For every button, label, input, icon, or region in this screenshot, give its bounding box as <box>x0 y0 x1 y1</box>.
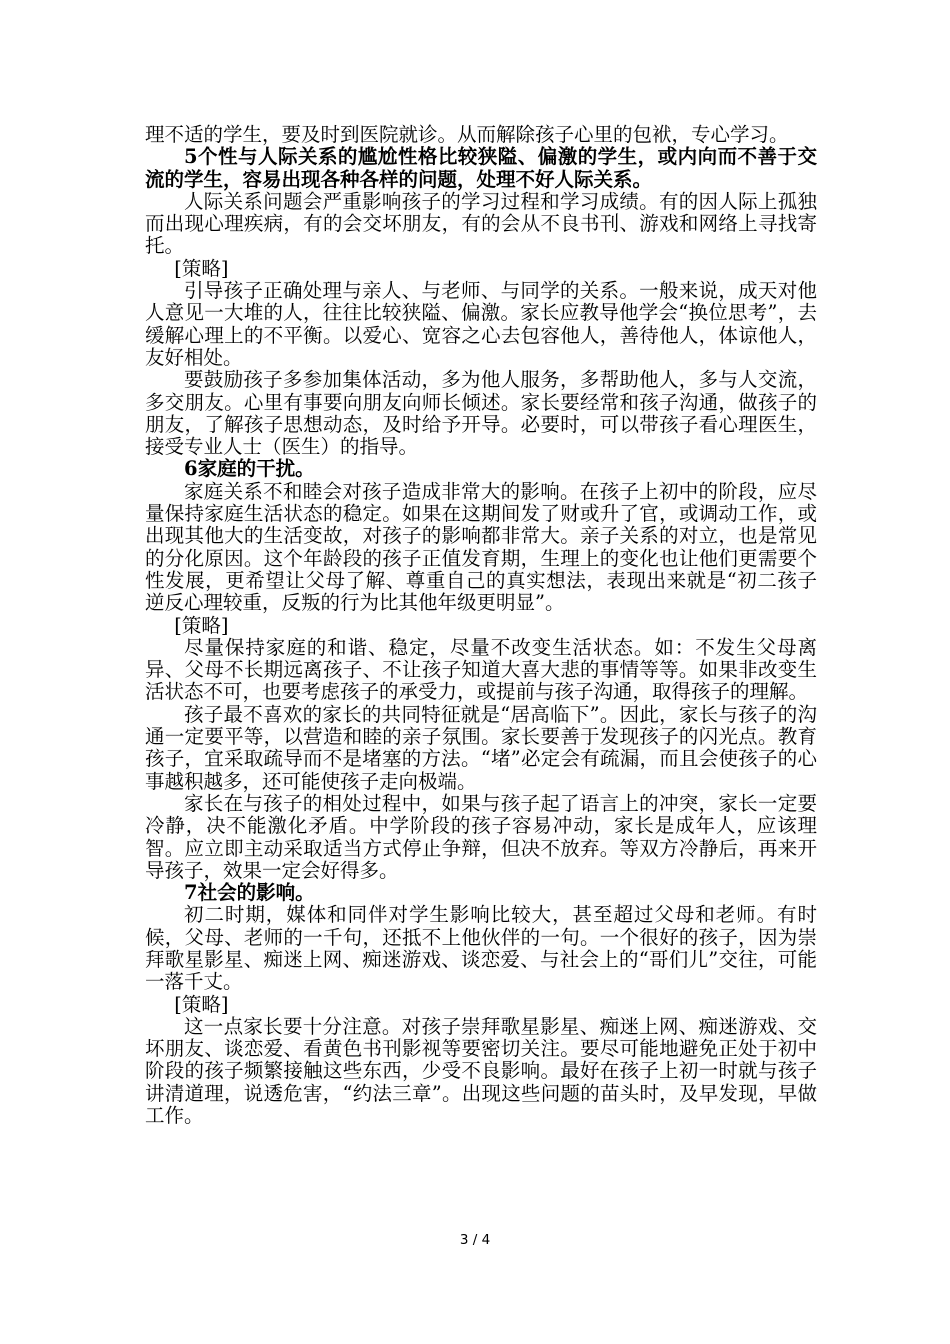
paragraph: 尽量保持家庭的和谐、稳定，尽量不改变生活状态。如：不发生父母离异、父母不长期远离孩子、不让孩子知道大喜大悲的事情等等。如果非改变生活状态不可，也要考虑孩子的承受力，或提前与孩子沟通，取得孩子的理解。 <box>145 635 817 704</box>
paragraph: 初二时期，媒体和同伴对学生影响比较大，甚至超过父母和老师。有时候，父母、老师的一千句，还抵不上他伙伴的一句。一个很好的孩子，因为崇拜歌星影星、痴迷上网、痴迷游戏、谈恋爱、与社会上的“哥们儿”交往，可能一落千丈。 <box>145 903 817 994</box>
page-number: 3 / 4 <box>459 1232 491 1248</box>
document-body <box>145 124 817 1127</box>
strategy-label: [策略] <box>174 256 229 280</box>
section-heading: 7社会的影响。 <box>184 881 315 905</box>
paragraph: 孩子最不喜欢的家长的共同特征就是“居高临下”。因此，家长与孩子的沟通一定要平等，以营造和睦的亲子氛围。家长要善于发现孩子的闪光点。教育孩子，宜采取疏导而不是堵塞的方法。“堵”必定会有疏漏，而且会使孩子的心事越积越多，还可能使孩子走向极端。 <box>145 702 817 793</box>
paragraph: 这一点家长要十分注意。对孩子崇拜歌星影星、痴迷上网、痴迷游戏、交坏朋友、谈恋爱、看黄色书刊影视等要密切关注。要尽可能地避免正处于初中阶段的孩子频繁接触这些东西，少受不良影响。最好在孩子上初一时就与孩子讲清道理，说透危害，“约法三章”。出现这些问题的苗头时，及早发现，早做工作。 <box>145 1014 817 1128</box>
strategy-label: [策略] <box>174 613 229 637</box>
paragraph: 人际关系问题会严重影响孩子的学习过程和学习成绩。有的因人际上孤独而出现心理疾病，有的会交坏朋友，有的会从不良书刊、游戏和网络上寻找寄托。 <box>145 189 817 258</box>
section-heading: 5个性与人际关系的尴尬性格比较狭隘、偏激的学生，或内向而不善于交流的学生，容易出现各种各样的问题，处理不好人际关系。 <box>145 145 817 191</box>
paragraph: 家长在与孩子的相处过程中，如果与孩子起了语言上的冲突，家长一定要冷静，决不能激化矛盾。中学阶段的孩子容易冲动，家长是成年人，应该理智。应立即主动采取适当方式停止争辩，但决不放弃。等双方冷静后，再来开导孩子，效果一定会好得多。 <box>145 791 817 882</box>
paragraph: 引导孩子正确处理与亲人、与老师、与同学的关系。一般来说，成天对他人意见一大堆的人，往往比较狭隘、偏激。家长应教导他学会“换位思考”，去缓解心理上的不平衡。以爱心、宽容之心去包容他人，善待他人，体谅他人，友好相处。 <box>145 279 817 369</box>
section-heading: 6家庭的干扰。 <box>184 457 315 481</box>
paragraph: 理不适的学生，要及时到医院就诊。从而解除孩子心里的包袱，专心学习。 <box>145 123 789 146</box>
strategy-label: [策略] <box>174 992 229 1016</box>
paragraph: 家庭关系不和睦会对孩子造成非常大的影响。在孩子上初中的阶段，应尽量保持家庭生活状态的稳定。如果在这期间发了财或升了官，或调动工作，或出现其他大的生活变故，对孩子的影响都非常大。亲子关系的对立，也是常见的分化原因。这个年龄段的孩子正值发育期，生理上的变化也让他们更需要个性发展，更希望让父母了解、尊重自己的真实想法，表现出来就是“初二孩子逆反心理较重，反叛的行为比其他年级更明显”。 <box>145 479 817 615</box>
paragraph: 要鼓励孩子多参加集体活动，多为他人服务，多帮助他人，多与人交流，多交朋友。心里有事要向朋友向师长倾述。家长要经常和孩子沟通，做孩子的朋友，了解孩子思想动态，及时给予开导。必要时，可以带孩子看心理医生，接受专业人士（医生）的指导。 <box>145 368 817 459</box>
